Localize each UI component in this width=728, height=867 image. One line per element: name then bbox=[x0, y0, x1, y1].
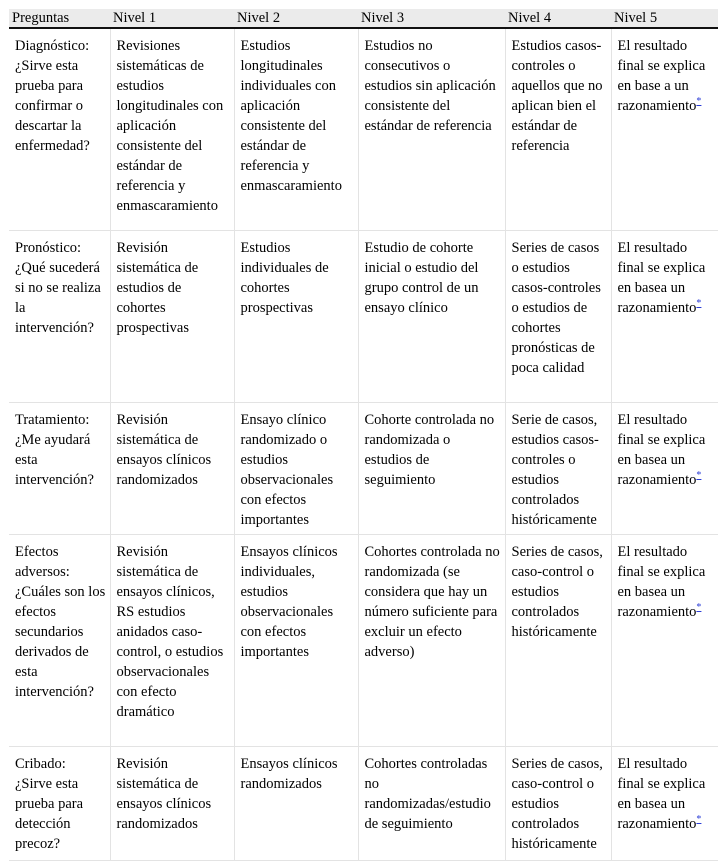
footnote-link[interactable]: * bbox=[696, 602, 702, 614]
cell-nivel-2: Estudios individuales de cohortes prospectivas bbox=[234, 231, 358, 403]
cell-nivel-4: Series de casos, caso-control o estudios controlados históricamente bbox=[505, 535, 611, 747]
cell-pregunta: Pronóstico: ¿Qué sucederá si no se realiza la intervención? bbox=[9, 231, 110, 403]
table-row-tratamiento bbox=[9, 403, 718, 535]
header-nivel-4: Nivel 4 bbox=[505, 9, 611, 28]
cell-nivel-4: Series de casos o estudios casos-controles o estudios de cohortes pronósticas de poca calidad bbox=[505, 231, 611, 403]
footnote-link[interactable]: * bbox=[696, 814, 702, 826]
cell-pregunta: Cribado: ¿Sirve esta prueba para detección precoz? bbox=[9, 747, 110, 861]
cell-nivel-4: Series de casos, caso-control o estudios controlados históricamente bbox=[505, 747, 611, 861]
table-body bbox=[9, 28, 718, 861]
cell-nivel-2: Estudios longitudinales individuales con aplicación consistente del estándar de referencia y enmascaramiento bbox=[234, 28, 358, 231]
footnote-link[interactable]: * bbox=[696, 298, 702, 310]
cell-nivel-5-text: El resultado final se explica en basea un razonamiento bbox=[617, 412, 706, 488]
header-nivel-1: Nivel 1 bbox=[110, 9, 234, 28]
header-nivel-5: Nivel 5 bbox=[611, 9, 718, 28]
cell-nivel-3: Estudio de cohorte inicial o estudio del grupo control de un ensayo clínico bbox=[358, 231, 505, 403]
header-preguntas: Preguntas bbox=[9, 9, 110, 28]
cell-pregunta: Efectos adversos: ¿Cuáles son los efectos secundarios derivados de esta intervención? bbox=[9, 535, 110, 747]
table-row-pronostico bbox=[9, 231, 718, 403]
cell-nivel-3: Cohorte controlada no randomizada o estudios de seguimiento bbox=[358, 403, 505, 535]
header-nivel-2: Nivel 2 bbox=[234, 9, 358, 28]
table-row-cribado bbox=[9, 747, 718, 861]
header-row bbox=[9, 9, 718, 28]
cell-nivel-4: Serie de casos, estudios casos-controles o estudios controlados históricamente bbox=[505, 403, 611, 535]
cell-nivel-5 bbox=[611, 535, 718, 747]
table-row-diagnostico bbox=[9, 28, 718, 231]
cell-nivel-2: Ensayos clínicos individuales, estudios observacionales con efectos importantes bbox=[234, 535, 358, 747]
cell-pregunta: Tratamiento: ¿Me ayudará esta intervención? bbox=[9, 403, 110, 535]
footnote-link[interactable]: * bbox=[696, 96, 702, 108]
cell-nivel-4: Estudios casos-controles o aquellos que no aplican bien el estándar de referencia bbox=[505, 28, 611, 231]
cell-nivel-5 bbox=[611, 28, 718, 231]
cell-nivel-2: Ensayos clínicos randomizados bbox=[234, 747, 358, 861]
cell-nivel-5-text: El resultado final se explica en basea un razonamiento bbox=[617, 240, 706, 316]
cell-nivel-3: Estudios no consecutivos o estudios sin aplicación consistente del estándar de referencia bbox=[358, 28, 505, 231]
cell-nivel-1: Revisión sistemática de ensayos clínicos randomizados bbox=[110, 747, 234, 861]
cell-nivel-5 bbox=[611, 231, 718, 403]
cell-nivel-5 bbox=[611, 747, 718, 861]
cell-nivel-1: Revisión sistemática de ensayos clínicos, RS estudios anidados caso-control, o estudios observacionales con efecto dramático bbox=[110, 535, 234, 747]
cell-pregunta: Diagnóstico: ¿Sirve esta prueba para confirmar o descartar la enfermedad? bbox=[9, 28, 110, 231]
table-row-efectos-adversos bbox=[9, 535, 718, 747]
cell-nivel-3: Cohortes controlada no randomizada (se considera que hay un número suficiente para excluir un efecto adverso) bbox=[358, 535, 505, 747]
cell-nivel-1: Revisiones sistemáticas de estudios longitudinales con aplicación consistente del estándar de referencia y enmascaramiento bbox=[110, 28, 234, 231]
cell-nivel-5-text: El resultado final se explica en basea un razonamiento bbox=[617, 756, 706, 832]
cell-nivel-3: Cohortes controladas no randomizadas/estudio de seguimiento bbox=[358, 747, 505, 861]
cell-nivel-5-text: El resultado final se explica en base a un razonamiento bbox=[617, 38, 706, 114]
header-nivel-3: Nivel 3 bbox=[358, 9, 505, 28]
cell-nivel-2: Ensayo clínico randomizado o estudios observacionales con efectos importantes bbox=[234, 403, 358, 535]
cell-nivel-5-text: El resultado final se explica en basea un razonamiento bbox=[617, 544, 706, 620]
cell-nivel-1: Revisión sistemática de estudios de cohortes prospectivas bbox=[110, 231, 234, 403]
cell-nivel-1: Revisión sistemática de ensayos clínicos randomizados bbox=[110, 403, 234, 535]
footnote-link[interactable]: * bbox=[696, 470, 702, 482]
table-header bbox=[9, 9, 718, 28]
evidence-levels-table bbox=[9, 9, 718, 861]
cell-nivel-5 bbox=[611, 403, 718, 535]
